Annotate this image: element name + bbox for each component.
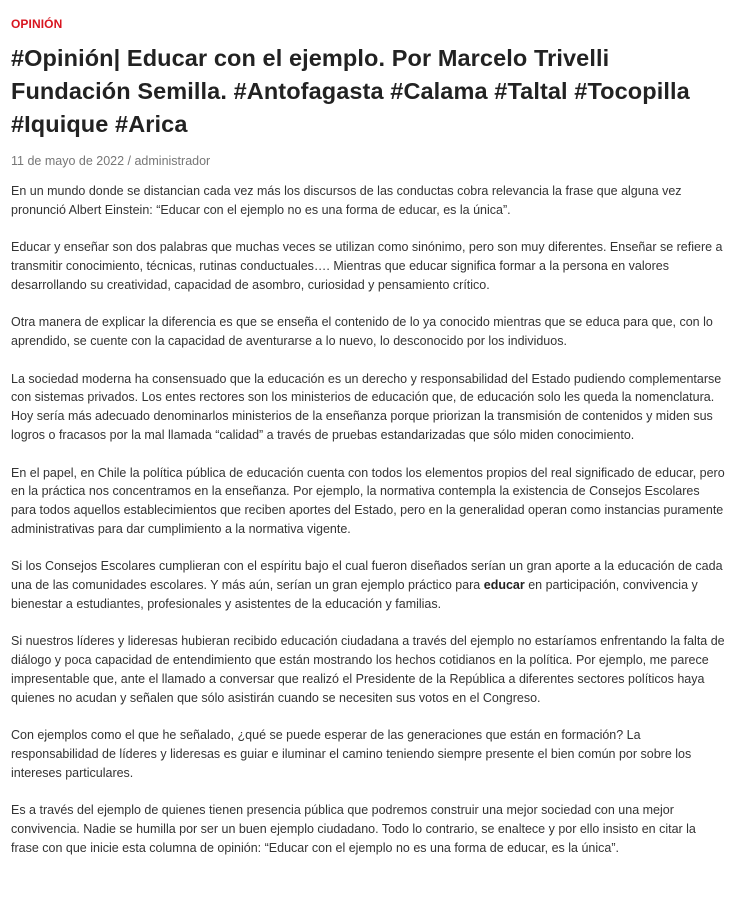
article-body — [11, 182, 727, 858]
paragraph-7: Si nuestros líderes y lideresas hubieran recibido educación ciudadana a través del ejemplo no estaríamos enfrentando la falta de diálogo y poca capacidad de entendimiento que están mostrando los hechos cotidianos en la política. Por ejemplo, me parece impresentable que, ante el llamado a conversar que realizó el Presidente de la República a diferentes sectores políticos haya quienes no acudan y señalen que sólo asistirán cuando se necesiten sus votos en el Congreso. — [11, 634, 725, 705]
paragraph-9: Es a través del ejemplo de quienes tienen presencia pública que podremos construir una mejor sociedad con una mejor convivencia. Nadie se humilla por ser un buen ejemplo ciudadano. Todo lo contrario, se enaltece y por ello insisto en citar la frase con que inicie esta columna de opinión: “Educar con el ejemplo no es una forma de educar, es la única”. — [11, 803, 696, 856]
paragraph-5: En el papel, en Chile la política pública de educación cuenta con todos los elementos propios del real significado de educar, pero en la práctica nos concentramos en la enseñanza. Por ejemplo, la normativa contempla la existencia de Consejos Escolares para todos aquellos establecimientos que reciben aportes del Estado, pero en la generalidad operan como instancias puramente administrativas para dar cumplimiento a la normativa vigente. — [11, 465, 725, 536]
category-link[interactable]: OPINIÓN — [11, 17, 63, 31]
paragraph-1: En un mundo donde se distancian cada vez más los discursos de las conductas cobra relevancia la frase que alguna vez pronunció Albert Einstein: “Educar con el ejemplo no es una forma de educar, es la única”. — [11, 184, 682, 217]
article-title: #Opinión| Educar con el ejemplo. Por Marcelo Trivelli Fundación Semilla. #Antofagasta #Calama #Taltal #Tocopilla #Iquique #Arica — [11, 45, 690, 137]
paragraph-6-text-end: en participación, convivencia y bienestar a estudiantes, profesionales y asistentes de la educación y familias. — [11, 578, 698, 611]
paragraph-6 — [11, 557, 727, 613]
post-meta — [11, 154, 727, 168]
paragraph-6-text-start: Si los Consejos Escolares cumplieran con el espíritu bajo el cual fueron diseñados serían un gran aporte a la educación de cada una de las comunidades escolares. Y más aún, serían un gran ejemplo práctico para — [11, 559, 723, 593]
post-date-link[interactable]: 11 de mayo de 2022 — [11, 154, 125, 168]
paragraph-3: Otra manera de explicar la diferencia es que se enseña el contenido de lo ya conocido mientras que se educa para que, con lo aprendido, se cuente con la capacidad de aventurarse a lo nuevo, lo desconocido por los individuos. — [11, 315, 713, 349]
paragraph-8: Con ejemplos como el que he señalado, ¿qué se puede esperar de las generaciones que están en formación? La responsabilidad de líderes y lideresas es guiar e iluminar el camino teniendo siempre presente el bien común por sobre los intereses particulares. — [11, 728, 692, 780]
meta-separator: / — [124, 154, 135, 168]
paragraph-4: La sociedad moderna ha consensuado que la educación es un derecho y responsabilidad del Estado pudiendo complementarse con sistemas privados. Los entes rectores son los ministerios de educación que, de educación solo les queda la nomenclatura. Hoy sería más adecuado denominarlos ministerios de la enseñanza porque priorizan la transmisión de contenidos y miden sus logros o fracasos por la mal llamada “calidad” a través de pruebas estandarizadas que sólo miden conocimiento. — [11, 371, 722, 443]
paragraph-2: Educar y enseñar son dos palabras que muchas veces se utilizan como sinónimo, pero son muy diferentes. Enseñar se refiere a transmitir conocimiento, técnicas, rutinas conductuales…. Mientras que educar significa formar a la persona en valores desarrollando su creatividad, capacidad de asombro, curiosidad y pensamiento crítico. — [11, 240, 723, 292]
paragraph-6-bold-word: educar — [483, 578, 525, 593]
author-link[interactable]: administrador — [134, 154, 211, 168]
